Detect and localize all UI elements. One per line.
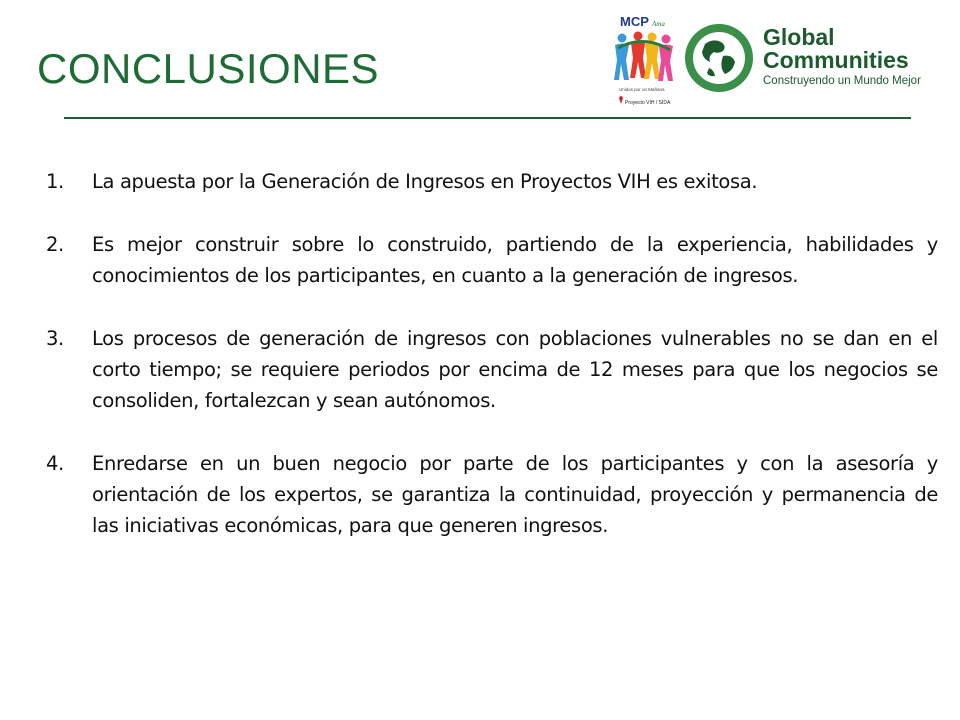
mcp-project: Proyecto VIH / SIDA (625, 100, 671, 106)
svg-text:Ama: Ama (652, 20, 665, 28)
global-communities-logo (681, 20, 921, 98)
conclusion-item (46, 229, 938, 291)
gc-brand-name: Global Communities (763, 24, 909, 73)
item-number: 2. (46, 233, 64, 256)
conclusion-item (46, 323, 938, 416)
item-text: Es mejor construir sobre lo construido, partiendo de la experiencia, habilidades y conocimientos de los participantes, en cuanto a la generación de ingresos. (92, 233, 938, 287)
conclusion-item (46, 166, 938, 197)
conclusions-list (46, 166, 938, 573)
title-divider (64, 117, 911, 119)
item-number: 3. (46, 327, 64, 350)
item-number: 1. (46, 170, 64, 193)
item-number: 4. (46, 452, 64, 475)
mcp-logo (612, 12, 676, 112)
gc-tagline: Construyendo un Mundo Mejor (763, 75, 921, 87)
slide-title: CONCLUSIONES (37, 45, 380, 92)
globe-icon (683, 22, 755, 94)
mcp-motto: Unidos por un Mañana (619, 87, 665, 92)
conclusion-item (46, 448, 938, 541)
svg-text:MCP: MCP (620, 14, 649, 29)
item-text: La apuesta por la Generación de Ingresos en Proyectos VIH es exitosa. (92, 170, 758, 193)
item-text: Enredarse en un buen negocio por parte de los participantes y con la asesoría y orientación de los expertos, se garantiza la continuidad, proyección y permanencia de las iniciativas económicas, para que generen ingresos. (92, 452, 938, 537)
item-text: Los procesos de generación de ingresos con poblaciones vulnerables no se dan en el corto tiempo; se requiere periodos por encima de 12 meses para que los negocios se consoliden, fortalezcan y sean autónomos. (92, 327, 938, 412)
